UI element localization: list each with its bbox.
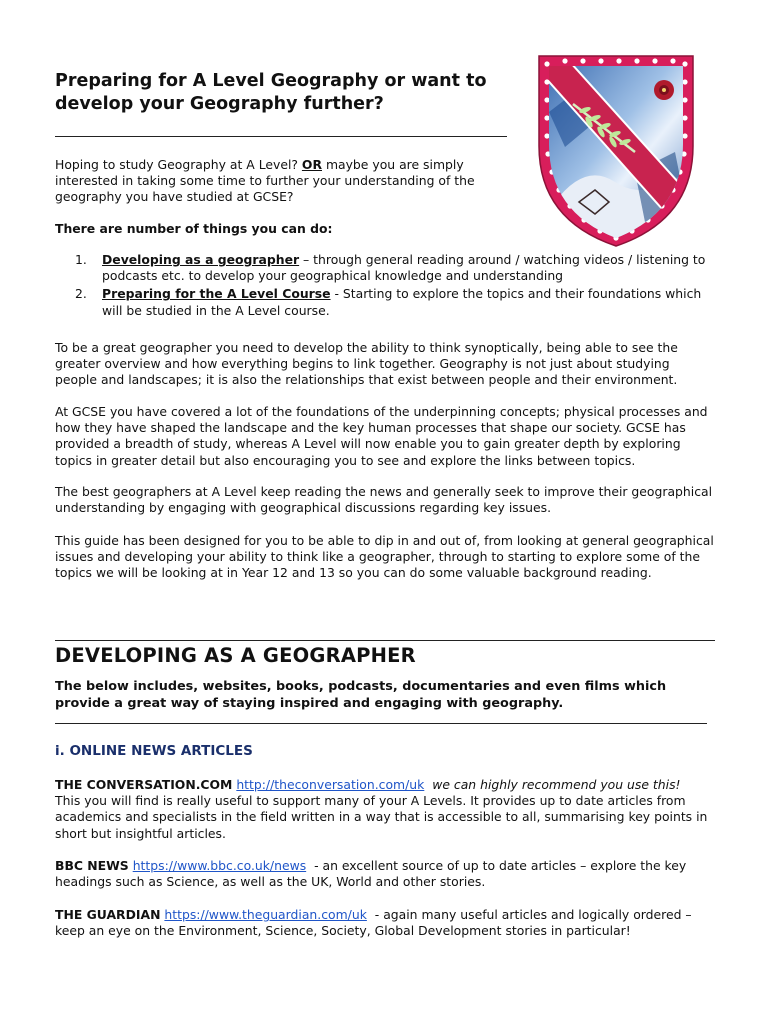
paragraph-great-geographer: To be a great geographer you need to develop the ability to think synoptically, being able to see the greater overview and how everything begins to link together. Geography is not just about studying people and landscapes; it is also the relationships that exist between people and their environment. — [55, 340, 678, 388]
intro-or-emphasis: OR — [301, 157, 322, 172]
source-bbc — [55, 858, 715, 890]
list-item — [75, 286, 715, 318]
intro-text-start: Hoping to study Geography at A Level? — [55, 157, 302, 172]
list-number: 2. — [75, 286, 87, 302]
source-name: THE GUARDIAN — [55, 907, 161, 922]
title-underline — [55, 136, 507, 137]
intro-paragraph — [55, 157, 495, 206]
options-list — [75, 252, 715, 321]
list-item-title: Developing as a geographer — [102, 252, 300, 267]
paragraph-gcse: At GCSE you have covered a lot of the foundations of the underpinning concepts; physical processes and how they have shaped the landscape and the key human processes that shape our society. GCSE has provided a breadth of study, whereas A Level will now enable you to gain greater depth by exploring topics in greater detail but also encouraging you to see and explore the links between topics. — [55, 404, 708, 468]
paragraph-guide: This guide has been designed for you to be able to dip in and out of, from looking at general geographical issues and developing your ability to think like a geographer, through to starting to explore some of the topics we will be looking at in Year 12 and 13 so you can do some valuable background reading. — [55, 533, 714, 581]
list-item — [75, 252, 715, 284]
source-link[interactable]: https://www.theguardian.com/uk — [164, 907, 367, 922]
things-heading: There are number of things you can do: — [55, 221, 333, 236]
intro-text-rest: maybe you are simply interested in taking some time to further your understanding of the geography you have studied at GCSE? — [55, 157, 475, 205]
section-subheading: The below includes, websites, books, podcasts, documentaries and even films which provide a great way of staying inspired and engaging with geography. — [55, 679, 667, 711]
source-note: we can highly recommend you use this! — [432, 777, 681, 792]
list-number: 1. — [75, 252, 87, 267]
source-guardian — [55, 907, 715, 939]
section-rule — [55, 640, 715, 641]
source-description: - again many useful articles and logically ordered – keep an eye on the Environment, Science, Society, Global Development stories in particular! — [55, 907, 692, 939]
news-heading: i. ONLINE NEWS ARTICLES — [55, 743, 253, 759]
list-item-title: Preparing for the A Level Course — [102, 286, 331, 302]
list-item-text: - Starting to explore the topics and their foundations which will be studied in the A Level course. — [102, 286, 702, 318]
source-description: This you will find is really useful to support many of your A Levels. It provides up to date articles from academics and specialists in the field written in a way that is accessible to all, summarising key points in short but insightful articles. — [55, 793, 708, 841]
section-heading: DEVELOPING AS A GEOGRAPHER — [55, 644, 416, 667]
source-name: THE CONVERSATION.COM — [55, 777, 233, 792]
paragraph-best-geographers: The best geographers at A Level keep reading the news and generally seek to improve their geographical understanding by engaging with geographical discussions regarding key issues. — [55, 484, 713, 516]
source-conversation — [55, 777, 715, 842]
source-link[interactable]: http://theconversation.com/uk — [236, 777, 425, 792]
source-name: BBC NEWS — [55, 858, 129, 873]
school-crest-logo — [535, 52, 697, 248]
page-title: Preparing for A Level Geography or want to develop your Geography further? — [55, 71, 487, 114]
source-link[interactable]: https://www.bbc.co.uk/news — [132, 858, 307, 873]
list-item-text: – through general reading around / watching videos / listening to podcasts etc. to develop your geographical knowledge and understanding — [102, 252, 706, 284]
source-description: - an excellent source of up to date articles – explore the key headings such as Science, as well as the UK, World and other stories. — [55, 858, 687, 890]
subheading-rule — [55, 723, 707, 724]
